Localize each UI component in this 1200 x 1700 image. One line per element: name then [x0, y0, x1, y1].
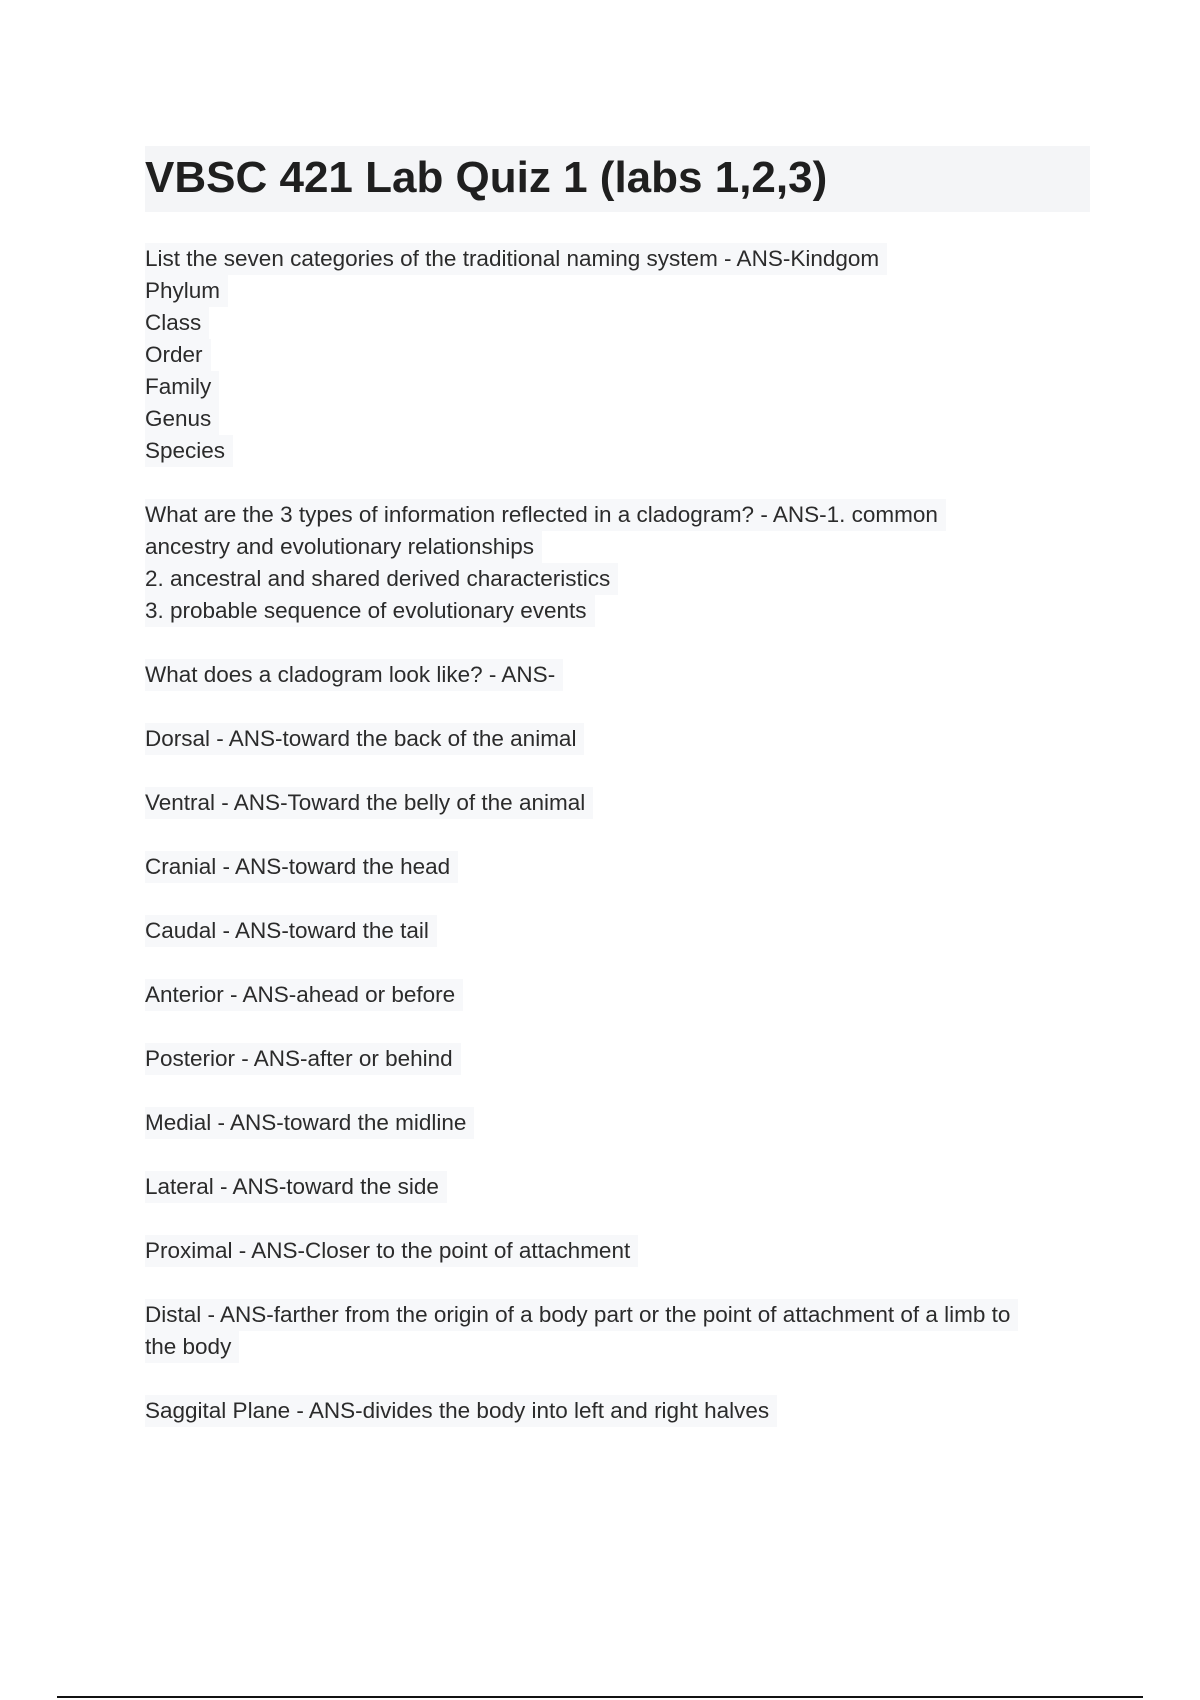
qa-line: Proximal - ANS-Closer to the point of attachment [145, 1235, 638, 1267]
qa-entry-9 [145, 1043, 1090, 1075]
qa-entry-14 [145, 1395, 1090, 1427]
qa-entry-3 [145, 659, 1090, 691]
qa-entry-8 [145, 979, 1090, 1011]
qa-entry-11 [145, 1171, 1090, 1203]
qa-line: Anterior - ANS-ahead or before [145, 979, 463, 1011]
qa-line: What does a cladogram look like? - ANS- [145, 659, 563, 691]
qa-line: Species [145, 435, 233, 467]
footer-divider [57, 1696, 1143, 1698]
qa-line: What are the 3 types of information reflected in a cladogram? - ANS-1. common [145, 499, 946, 531]
qa-line: Saggital Plane - ANS-divides the body into left and right halves [145, 1395, 777, 1427]
qa-entry-2 [145, 499, 1090, 627]
qa-line: Lateral - ANS-toward the side [145, 1171, 447, 1203]
qa-line: List the seven categories of the traditional naming system - ANS-Kindgom [145, 243, 887, 275]
qa-line: Caudal - ANS-toward the tail [145, 915, 437, 947]
qa-line: Order [145, 339, 211, 371]
qa-entry-5 [145, 787, 1090, 819]
qa-line: Medial - ANS-toward the midline [145, 1107, 474, 1139]
qa-entry-10 [145, 1107, 1090, 1139]
qa-line: Ventral - ANS-Toward the belly of the animal [145, 787, 593, 819]
qa-line: Phylum [145, 275, 228, 307]
qa-line: Dorsal - ANS-toward the back of the animal [145, 723, 584, 755]
qa-entry-7 [145, 915, 1090, 947]
qa-line: Class [145, 307, 209, 339]
qa-line: Family [145, 371, 219, 403]
page-title: VBSC 421 Lab Quiz 1 (labs 1,2,3) [145, 153, 828, 202]
qa-line: Distal - ANS-farther from the origin of a body part or the point of attachment of a limb to [145, 1299, 1018, 1331]
qa-entry-4 [145, 723, 1090, 755]
qa-line: 3. probable sequence of evolutionary events [145, 595, 595, 627]
qa-line: 2. ancestral and shared derived characteristics [145, 563, 618, 595]
qa-entry-12 [145, 1235, 1090, 1267]
qa-line: ancestry and evolutionary relationships [145, 531, 542, 563]
qa-line: the body [145, 1331, 239, 1363]
qa-line: Posterior - ANS-after or behind [145, 1043, 461, 1075]
qa-entry-13 [145, 1299, 1090, 1363]
qa-line: Cranial - ANS-toward the head [145, 851, 458, 883]
qa-line: Genus [145, 403, 219, 435]
qa-list [145, 243, 1090, 1459]
qa-entry-6 [145, 851, 1090, 883]
qa-entry-1 [145, 243, 1090, 467]
